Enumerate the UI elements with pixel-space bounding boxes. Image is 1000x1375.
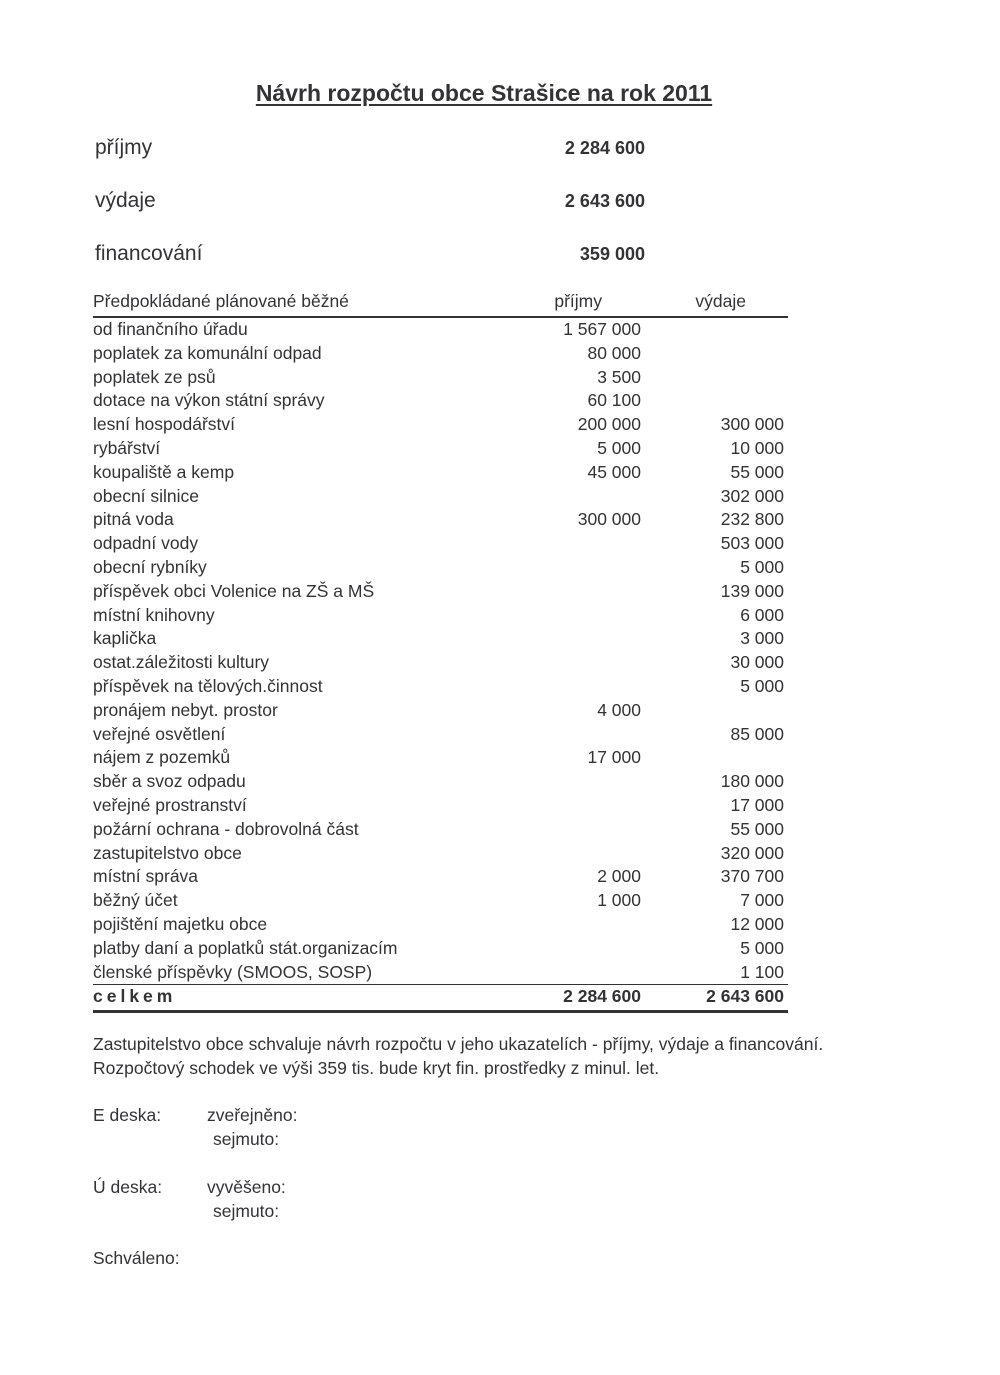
- table-row: [93, 794, 788, 818]
- row-income: 60 100: [587, 390, 641, 411]
- table-row: [93, 413, 788, 437]
- row-name: sběr a svoz odpadu: [93, 771, 246, 792]
- row-name: pitná voda: [93, 509, 174, 530]
- row-expense: 30 000: [730, 652, 784, 673]
- summary-label: výdaje: [95, 189, 156, 212]
- row-name: pojištění majetku obce: [93, 913, 268, 934]
- row-expense: 55 000: [730, 461, 784, 482]
- row-name: požární ochrana - dobrovolná část: [93, 818, 359, 839]
- row-name: pronájem nebyt. prostor: [93, 699, 278, 720]
- row-name: poplatek ze psů: [93, 366, 216, 387]
- table-row: [93, 318, 788, 342]
- table-row: [93, 580, 788, 604]
- row-expense: 55 000: [730, 818, 784, 839]
- summary-row-financing: [95, 242, 645, 272]
- table-row: [93, 913, 788, 937]
- table-row: [93, 556, 788, 580]
- row-name: rybářství: [93, 437, 161, 458]
- u-board-posted: vyvěšeno:: [207, 1177, 286, 1197]
- row-expense: 300 000: [720, 414, 784, 435]
- row-name: veřejné prostranství: [93, 794, 247, 815]
- e-board-published: zveřejněno:: [207, 1105, 298, 1125]
- row-expense: 1 100: [740, 961, 784, 982]
- table-row: [93, 889, 788, 913]
- summary-label: financování: [95, 242, 203, 265]
- row-name: dotace na výkon státní správy: [93, 390, 325, 411]
- table-row: [93, 389, 788, 413]
- row-expense: 10 000: [730, 437, 784, 458]
- row-income: 5 000: [597, 437, 641, 458]
- table-row: [93, 770, 788, 794]
- page-title: Návrh rozpočtu obce Strašice na rok 2011: [255, 80, 713, 106]
- table-row: [93, 627, 788, 651]
- table-row: [93, 342, 788, 366]
- row-income: 45 000: [587, 461, 641, 482]
- table-row: [93, 437, 788, 461]
- row-name: kaplička: [93, 628, 157, 649]
- table-row: [93, 461, 788, 485]
- row-expense: 5 000: [740, 937, 784, 958]
- table-row: [93, 532, 788, 556]
- total-label: celkem: [93, 986, 177, 1007]
- row-expense: 5 000: [740, 556, 784, 577]
- row-expense: 17 000: [730, 794, 784, 815]
- u-board-label: Ú deska:: [93, 1177, 163, 1197]
- row-income: 3 500: [597, 366, 641, 387]
- row-expense: 139 000: [720, 580, 784, 601]
- row-expense: 503 000: [720, 533, 784, 554]
- approval-note: Zastupitelstvo obce schvaluje návrh rozpočtu v jeho ukazatelích - příjmy, výdaje a financování. Rozpočtový schodek ve výši 359 tis. bude kryt fin. prostředky z minul. let.: [93, 1034, 824, 1078]
- row-income: 300 000: [577, 509, 641, 530]
- table-row: [93, 746, 788, 770]
- row-income: 1 567 000: [563, 319, 641, 339]
- row-name: ostat.záležitosti kultury: [93, 652, 270, 673]
- table-row: [93, 723, 788, 747]
- row-name: odpadní vody: [93, 533, 199, 554]
- table-header: [93, 290, 788, 318]
- total-income: 2 284 600: [563, 986, 641, 1007]
- e-board-removed: sejmuto:: [213, 1129, 280, 1149]
- row-name: příspěvek obci Volenice na ZŠ a MŠ: [93, 580, 375, 601]
- row-name: od finančního úřadu: [93, 319, 248, 339]
- table-row: [93, 937, 788, 961]
- row-income: 200 000: [577, 414, 641, 435]
- table-row: [93, 699, 788, 723]
- row-name: koupaliště a kemp: [93, 461, 235, 482]
- row-name: zastupitelstvo obce: [93, 842, 242, 863]
- row-expense: 370 700: [720, 866, 784, 887]
- row-name: lesní hospodářství: [93, 414, 236, 435]
- row-name: platby daní a poplatků stát.organizacím: [93, 937, 398, 958]
- table-row: [93, 485, 788, 509]
- row-expense: 180 000: [720, 771, 784, 792]
- summary-row-income: [95, 136, 645, 166]
- row-income: 1 000: [597, 890, 641, 911]
- u-board-removed: sejmuto:: [213, 1201, 280, 1221]
- row-income: 2 000: [597, 866, 641, 887]
- row-name: veřejné osvětlení: [93, 723, 226, 744]
- row-expense: 85 000: [730, 723, 784, 744]
- row-income: 4 000: [597, 699, 641, 720]
- summary-value: 2 284 600: [564, 138, 645, 158]
- budget-table: [93, 290, 788, 1013]
- row-name: poplatek za komunální odpad: [93, 342, 322, 363]
- approved-label: Schváleno:: [93, 1248, 180, 1268]
- summary-row-expense: [95, 189, 645, 219]
- row-expense: 12 000: [730, 913, 784, 934]
- row-name: běžný účet: [93, 890, 178, 911]
- row-income: 17 000: [587, 747, 641, 768]
- table-row: [93, 604, 788, 628]
- summary-value: 2 643 600: [564, 191, 645, 211]
- total-expense: 2 643 600: [706, 986, 784, 1007]
- row-expense: 7 000: [740, 890, 784, 911]
- table-row: [93, 508, 788, 532]
- summary-label: příjmy: [95, 136, 153, 159]
- row-expense: 320 000: [720, 842, 784, 863]
- table-row: [93, 842, 788, 866]
- row-name: místní správa: [93, 866, 199, 887]
- table-row: [93, 865, 788, 889]
- row-income: 80 000: [587, 342, 641, 363]
- row-expense: 302 000: [720, 485, 784, 506]
- table-row: [93, 366, 788, 390]
- table-total-row: [93, 985, 788, 1013]
- e-board-label: E deska:: [93, 1105, 162, 1125]
- table-row: [93, 961, 788, 986]
- header-expense: výdaje: [695, 291, 746, 311]
- row-name: místní knihovny: [93, 604, 215, 625]
- row-expense: 232 800: [720, 509, 784, 530]
- table-row: [93, 818, 788, 842]
- row-name: obecní rybníky: [93, 556, 207, 577]
- row-expense: 3 000: [740, 628, 784, 649]
- row-expense: 5 000: [740, 675, 784, 696]
- header-income: příjmy: [554, 291, 602, 311]
- summary-value: 359 000: [579, 244, 645, 264]
- row-name: členské příspěvky (SMOOS, SOSP): [93, 961, 373, 982]
- row-name: příspěvek na tělových.činnost: [93, 675, 323, 696]
- table-row: [93, 675, 788, 699]
- row-expense: 6 000: [740, 604, 784, 625]
- row-name: nájem z pozemků: [93, 747, 231, 768]
- header-name: Předpokládané plánované běžné: [93, 291, 349, 311]
- table-row: [93, 651, 788, 675]
- row-name: obecní silnice: [93, 485, 200, 506]
